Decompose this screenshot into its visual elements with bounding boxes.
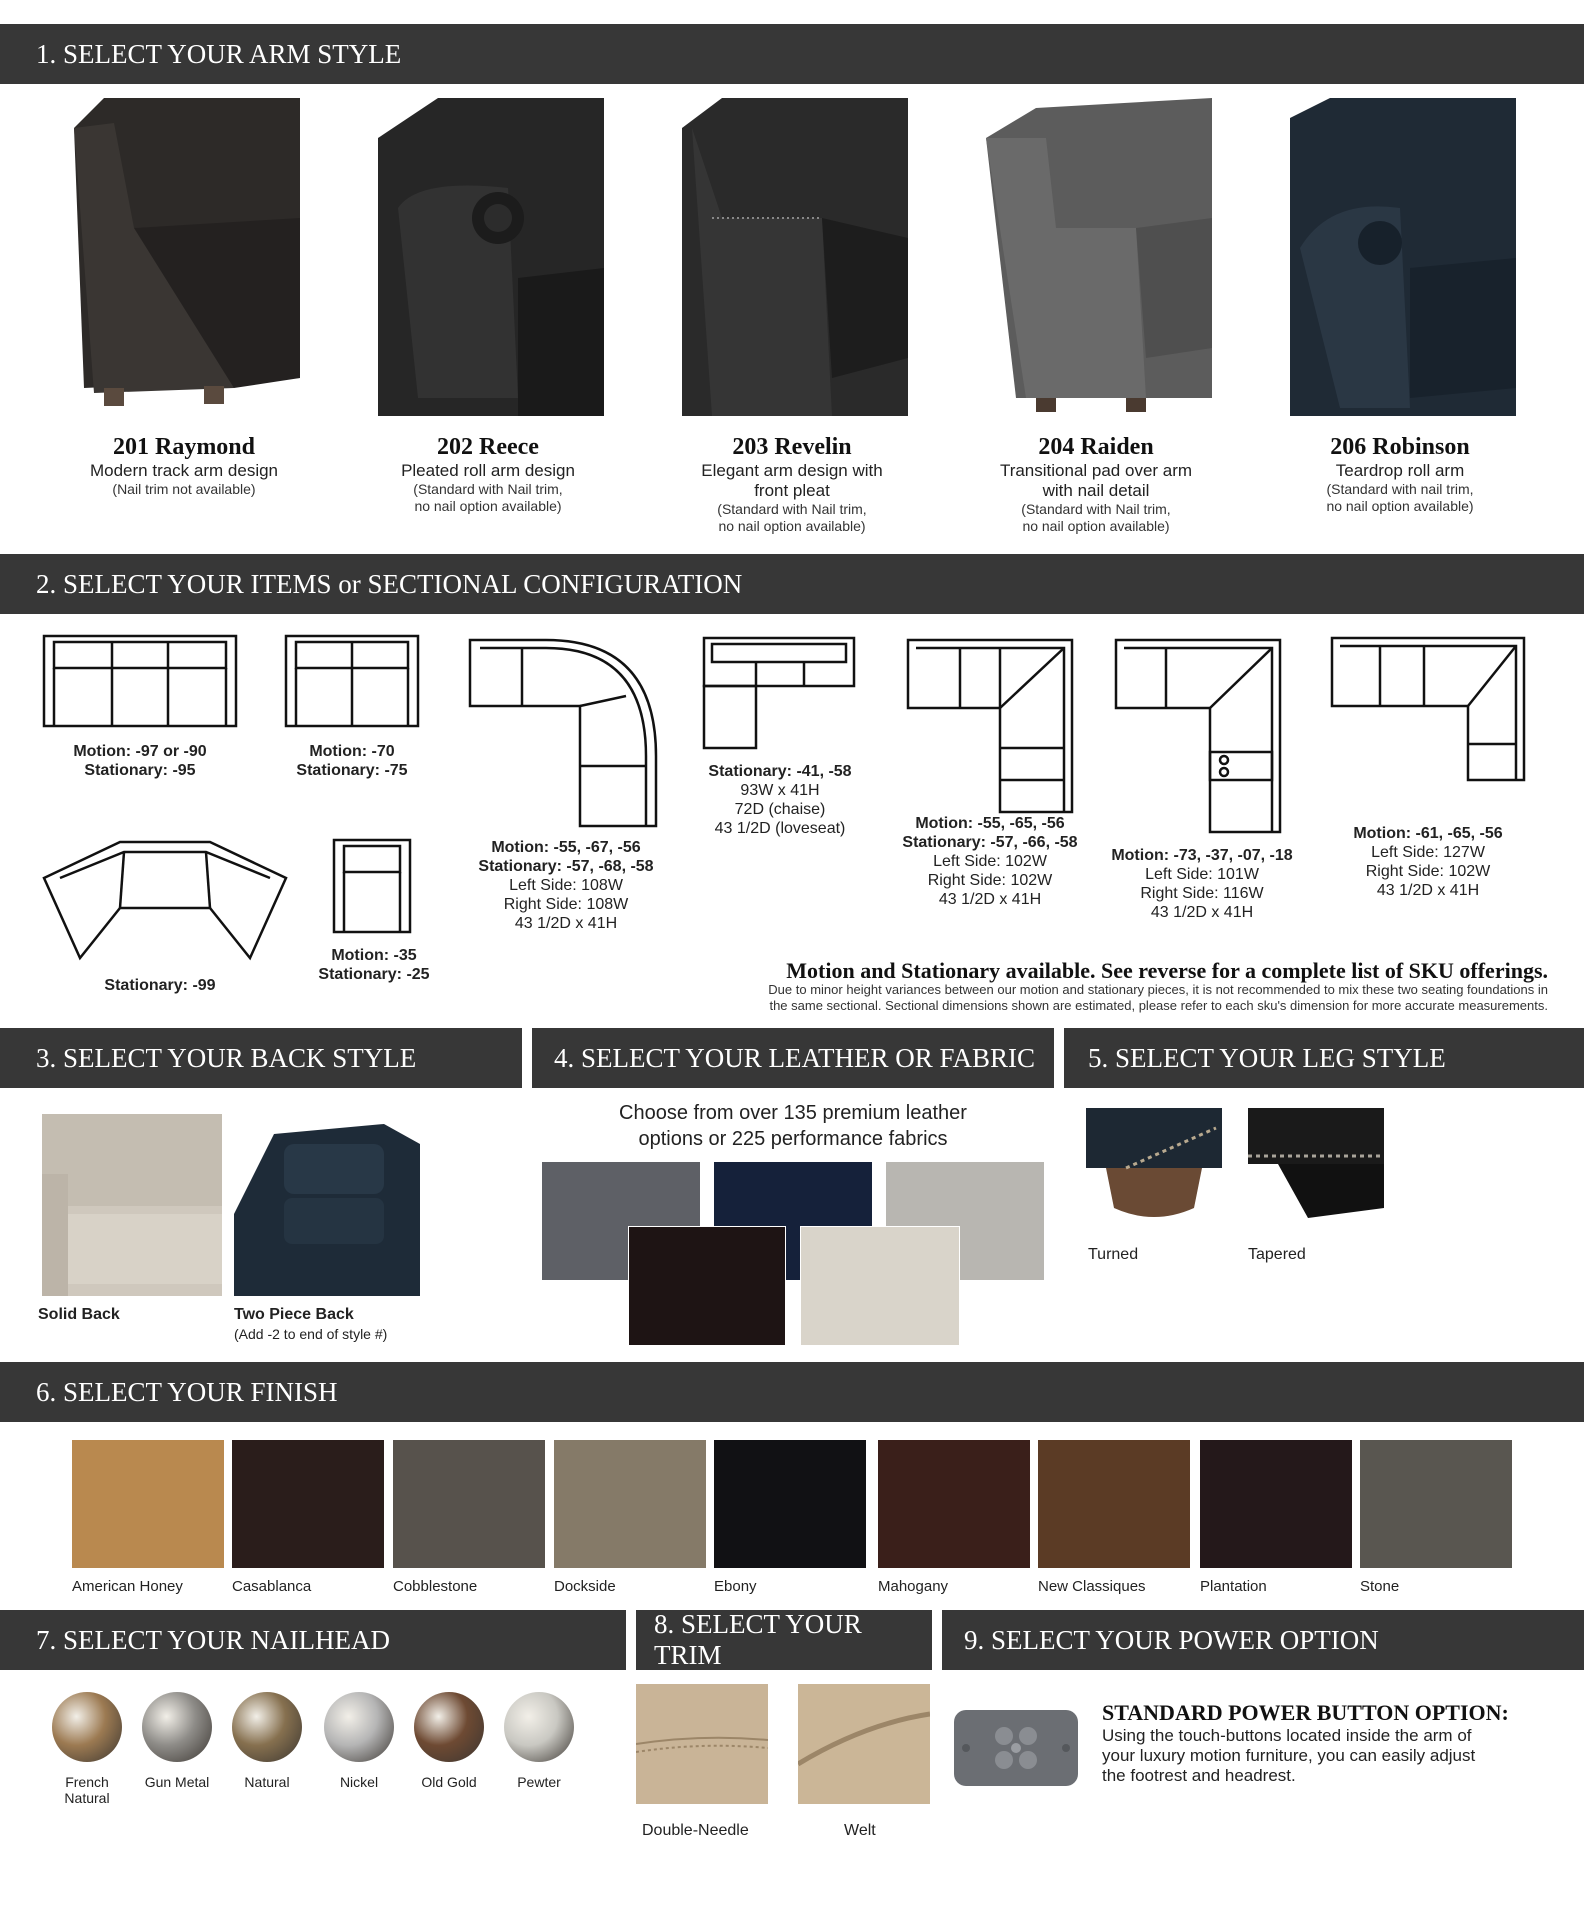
section-1-title: 1. SELECT YOUR ARM STYLE <box>36 38 402 69</box>
section-2-header <box>0 554 1584 614</box>
config-dimension: Right Side: 116W <box>1140 885 1264 902</box>
power-line: Using the touch-buttons located inside the arm of <box>1102 1726 1472 1745</box>
nailhead-label-line: Old Gold <box>421 1774 477 1790</box>
finish-label: Mahogany <box>878 1578 949 1595</box>
arm-note: (Standard with Nail trim, <box>1021 501 1171 517</box>
finish-swatch[interactable] <box>1360 1440 1512 1568</box>
config-dimension: Right Side: 108W <box>503 896 629 913</box>
double-needle-trim-image[interactable] <box>636 1684 768 1804</box>
arm-option-raymond[interactable] <box>74 98 300 416</box>
power-title: STANDARD POWER BUTTON OPTION: <box>1102 1700 1509 1725</box>
section-4-header <box>532 1028 1054 1088</box>
nailhead-label <box>494 1774 584 1790</box>
config-wedge-sectional-label <box>1092 846 1312 922</box>
leather-intro <box>542 1100 1044 1152</box>
config-dimension: Right Side: 102W <box>927 872 1053 889</box>
nailhead-label-line: Natural <box>64 1790 110 1806</box>
arm-title: 203 Revelin <box>732 434 852 460</box>
raiden-chair-image <box>986 98 1212 416</box>
nailhead-swatch[interactable] <box>52 1692 122 1762</box>
nailhead-label <box>404 1774 494 1790</box>
arm-option-robinson[interactable] <box>1290 98 1516 416</box>
arm-option-revelin[interactable] <box>682 98 908 416</box>
config-dimension: Left Side: 127W <box>1371 844 1485 861</box>
arm-option-raiden[interactable] <box>986 98 1212 416</box>
turned-leg-label: Turned <box>1088 1246 1139 1263</box>
arm-description: Elegant arm design with <box>701 461 883 480</box>
two-piece-back-label: Two Piece Back <box>234 1306 354 1323</box>
finish-label: American Honey <box>72 1578 183 1595</box>
power-button-image[interactable] <box>952 1708 1080 1788</box>
finish-swatch[interactable] <box>1200 1440 1352 1568</box>
power-description <box>1102 1726 1572 1786</box>
finish-label: Dockside <box>554 1578 616 1595</box>
nailhead-label-line: Nickel <box>339 1774 379 1790</box>
loveseat-diagram[interactable] <box>282 632 422 730</box>
disclaimer-line: Due to minor height variances between our motion and stationary pieces, it is not recommended to mix these two seating foundations in <box>768 982 1548 997</box>
arm-description: Transitional pad over arm <box>999 461 1193 480</box>
arm-note: no nail option available) <box>414 498 562 514</box>
config-curved-sofa-label <box>80 976 240 995</box>
finish-label: Plantation <box>1200 1578 1267 1595</box>
leather-intro-line: options or 225 performance fabrics <box>638 1128 948 1150</box>
config-stationary: Stationary: -57, -68, -58 <box>478 858 654 875</box>
arm-description: with nail detail <box>1042 481 1150 500</box>
arm-title: 204 Raiden <box>1038 434 1154 460</box>
arm-caption-raymond <box>34 434 334 498</box>
config-dimension: 72D (chaise) <box>734 801 826 818</box>
config-dimension: 43 1/2D x 41H <box>938 891 1042 908</box>
arm-option-reece[interactable] <box>378 98 604 416</box>
finish-label: Casablanca <box>232 1578 312 1595</box>
config-dimension: 43 1/2D (loveseat) <box>714 820 846 837</box>
config-motion: Motion: -55, -65, -56 <box>915 815 1065 832</box>
two-piece-back-image[interactable] <box>234 1114 420 1296</box>
wedge-sectional-diagram[interactable] <box>1112 636 1284 836</box>
section-4-title: 4. SELECT YOUR LEATHER OR FABRIC <box>554 1042 1036 1073</box>
tapered-leg-image[interactable] <box>1248 1108 1384 1228</box>
finish-swatch[interactable] <box>72 1440 224 1568</box>
section-8-title: 8. SELECT YOUR TRIM <box>654 1609 862 1670</box>
finish-label: Ebony <box>714 1578 757 1595</box>
config-dimension: Right Side: 102W <box>1365 863 1491 880</box>
finish-swatch[interactable] <box>714 1440 866 1568</box>
linen-fabric-swatch[interactable] <box>800 1226 960 1346</box>
nailhead-swatch[interactable] <box>414 1692 484 1762</box>
config-long-l-label <box>1318 824 1538 900</box>
sofa-diagram[interactable] <box>40 632 240 730</box>
section-6-title: 6. SELECT YOUR FINISH <box>36 1376 338 1407</box>
arm-title: 202 Reece <box>437 434 539 460</box>
finish-swatch[interactable] <box>232 1440 384 1568</box>
nailhead-label-line: Pewter <box>517 1774 561 1790</box>
config-motion: Motion: -73, -37, -07, -18 <box>1111 847 1293 864</box>
arm-caption-reece <box>338 434 638 515</box>
config-chair-label <box>294 946 454 984</box>
nailhead-label <box>314 1774 404 1790</box>
nailhead-label-line: French <box>65 1774 109 1790</box>
config-motion: Motion: -70 <box>309 743 395 760</box>
availability-note: Motion and Stationary available. See reverse for a complete list of SKU offerings. <box>786 958 1548 983</box>
turned-leg-image[interactable] <box>1086 1108 1222 1228</box>
robinson-chair-image <box>1290 98 1516 416</box>
arm-note: (Standard with Nail trim, <box>717 501 867 517</box>
disclaimer <box>560 982 1548 1014</box>
section-9-title: 9. SELECT YOUR POWER OPTION <box>964 1624 1379 1655</box>
l-sectional-diagram[interactable] <box>904 636 1076 816</box>
section-8-header <box>636 1610 932 1670</box>
solid-back-label: Solid Back <box>38 1306 120 1323</box>
tapered-leg-label: Tapered <box>1248 1246 1306 1263</box>
config-dimension: 43 1/2D x 41H <box>1376 882 1480 899</box>
nailhead-swatch[interactable] <box>504 1692 574 1762</box>
double-needle-label: Double-Needle <box>642 1822 749 1839</box>
arm-note: (Nail trim not available) <box>112 481 256 497</box>
finish-label: Stone <box>1360 1578 1400 1595</box>
chaise-sectional-diagram[interactable] <box>700 634 858 752</box>
config-stationary: Stationary: -41, -58 <box>708 763 852 780</box>
arm-caption-revelin <box>642 434 942 535</box>
section-7-header <box>0 1610 626 1670</box>
finish-swatch[interactable] <box>393 1440 545 1568</box>
disclaimer-line: the same sectional. Sectional dimensions shown are estimated, please refer to each sku's dimension for more accurate measurements. <box>769 998 1548 1013</box>
section-3-header <box>0 1028 522 1088</box>
section-6-header <box>0 1362 1584 1422</box>
section-2-title: 2. SELECT YOUR ITEMS or SECTIONAL CONFIGURATION <box>36 568 743 599</box>
config-dimension: 43 1/2D x 41H <box>514 915 618 932</box>
nailhead-swatch[interactable] <box>324 1692 394 1762</box>
config-dimension: Left Side: 101W <box>1145 866 1259 883</box>
nailhead-label-line: Natural <box>244 1774 290 1790</box>
config-dimension: Left Side: 108W <box>509 877 623 894</box>
config-stationary: Stationary: -99 <box>104 977 216 994</box>
dark-brown-leather-swatch[interactable] <box>628 1226 786 1346</box>
config-dimension: 43 1/2D x 41H <box>1150 904 1254 921</box>
arm-note: (Standard with nail trim, <box>1326 481 1474 497</box>
finish-label: New Classiques <box>1038 1578 1146 1595</box>
welt-trim-image[interactable] <box>798 1684 930 1804</box>
config-motion: Motion: -35 <box>331 947 417 964</box>
arm-description: front pleat <box>754 481 830 500</box>
config-dimension: Left Side: 102W <box>933 853 1047 870</box>
power-line: the footrest and headrest. <box>1102 1766 1296 1785</box>
section-5-header <box>1064 1028 1584 1088</box>
revelin-chair-image <box>682 98 908 416</box>
finish-label: Cobblestone <box>393 1578 478 1595</box>
nailhead-swatch[interactable] <box>232 1692 302 1762</box>
section-1-header <box>0 24 1584 84</box>
config-stationary: Stationary: -95 <box>84 762 196 779</box>
section-7-title: 7. SELECT YOUR NAILHEAD <box>36 1624 390 1655</box>
nailhead-label-line: Gun Metal <box>144 1774 210 1790</box>
arm-note: no nail option available) <box>718 518 866 534</box>
arm-caption-robinson <box>1250 434 1550 515</box>
section-5-title: 5. SELECT YOUR LEG STYLE <box>1088 1042 1446 1073</box>
config-dimension: 93W x 41H <box>740 782 820 799</box>
long-l-sectional-diagram[interactable] <box>1328 634 1528 784</box>
config-loveseat-label <box>272 742 432 780</box>
finish-swatch[interactable] <box>1038 1440 1190 1568</box>
arm-note: no nail option available) <box>1022 518 1170 534</box>
solid-back-image[interactable] <box>42 1114 222 1296</box>
config-l-sectional-label <box>880 814 1100 909</box>
arm-description: Modern track arm design <box>89 461 279 480</box>
power-line: your luxury motion furniture, you can easily adjust <box>1102 1746 1476 1765</box>
reece-chair-image <box>378 98 604 416</box>
arm-title: 201 Raymond <box>112 434 256 460</box>
nailhead-label <box>132 1774 222 1790</box>
config-motion: Motion: -55, -67, -56 <box>491 839 641 856</box>
config-motion: Motion: -97 or -90 <box>73 743 207 760</box>
arm-caption-raiden <box>946 434 1246 535</box>
config-chaise-label <box>680 762 880 838</box>
arm-note: (Standard with Nail trim, <box>413 481 563 497</box>
chair-diagram[interactable] <box>330 836 414 936</box>
section-3-title: 3. SELECT YOUR BACK STYLE <box>36 1042 417 1073</box>
config-stationary: Stationary: -25 <box>318 966 430 983</box>
nailhead-label <box>42 1774 132 1806</box>
finish-swatch[interactable] <box>878 1440 1030 1568</box>
config-stationary: Stationary: -57, -66, -58 <box>902 834 1078 851</box>
curved-sofa-diagram[interactable] <box>40 838 290 962</box>
config-curved-sectional-label <box>456 838 676 933</box>
config-motion: Motion: -61, -65, -56 <box>1353 825 1503 842</box>
config-stationary: Stationary: -75 <box>296 762 408 779</box>
config-sofa-label <box>40 742 240 780</box>
arm-title: 206 Robinson <box>1330 434 1470 460</box>
finish-swatch[interactable] <box>554 1440 706 1568</box>
leather-intro-line: Choose from over 135 premium leather <box>619 1102 967 1124</box>
welt-label: Welt <box>844 1822 876 1839</box>
nailhead-label <box>222 1774 312 1790</box>
arm-description: Pleated roll arm design <box>401 461 575 480</box>
two-piece-back-note: (Add -2 to end of style #) <box>234 1326 388 1342</box>
nailhead-swatch[interactable] <box>142 1692 212 1762</box>
raymond-chair-image <box>74 98 300 416</box>
arm-note: no nail option available) <box>1326 498 1474 514</box>
curved-sectional-diagram[interactable] <box>466 636 660 830</box>
section-9-header <box>942 1610 1584 1670</box>
arm-description: Teardrop roll arm <box>1335 461 1465 480</box>
